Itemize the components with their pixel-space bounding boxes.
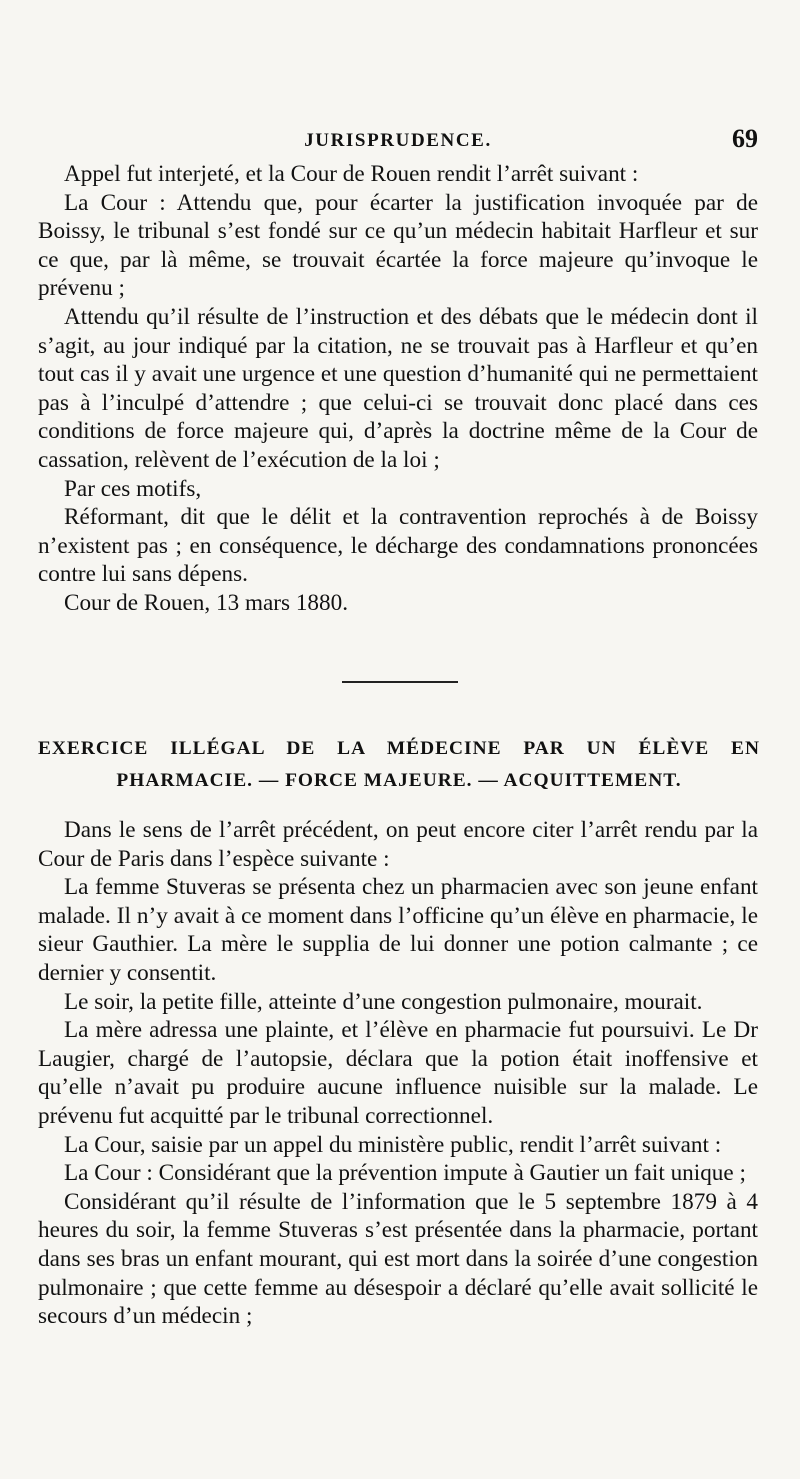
paragraph: La Cour : Attendu que, pour écarter la justification invoquée par de Boissy, le tribunal s’est fondé sur ce qu’un médecin habitait Harfleur et sur ce que, par là même, se trouvait écartée la force majeure qu’invoque le prévenu ;: [38, 189, 758, 302]
paragraph: Appel fut interjeté, et la Cour de Rouen rendit l’arrêt suivant :: [64, 161, 639, 187]
bottom-text-block: [38, 816, 758, 1331]
section-heading-line-1: EXERCICE ILLÉGAL DE LA MÉDECINE PAR UN ÉLÈVE EN: [38, 738, 760, 759]
paragraph: Le soir, la petite fille, atteinte d’une congestion pulmonaire, mourait.: [64, 988, 703, 1015]
section-heading: [38, 733, 760, 797]
paragraph: La Cour, saisie par un appel du ministère public, rendit l’arrêt suivant :: [64, 1131, 722, 1158]
paragraph: La Cour : Considérant que la prévention impute à Gautier un fait unique ;: [64, 1160, 746, 1187]
section-heading-line-2: PHARMACIE. — FORCE MAJEURE. — ACQUITTEMENT.: [116, 770, 682, 791]
paragraph: Cour de Rouen, 13 mars 1880.: [64, 589, 349, 616]
top-text-block: [38, 160, 758, 618]
paragraph: La femme Stuveras se présenta chez un pharmacien avec son jeune enfant malade. Il n’y avait à ce moment dans l’officine qu’un élève en pharmacie, le sieur Gauthier. La mère le supplia de lui donner une potion calmante ; ce dernier y consentit.: [38, 874, 758, 986]
section-divider: [342, 681, 458, 683]
page-number: 69: [732, 124, 758, 153]
running-title: JURISPRUDENCE.: [304, 130, 492, 151]
paragraph: Réformant, dit que le délit et la contravention reprochés à de Boissy n’existent pas ; en conséquence, le décharge des condamnations prononcées contre lui sans dépens.: [38, 504, 758, 588]
paragraph: Dans le sens de l’arrêt précédent, on peut encore citer l’arrêt rendu par la Cour de Paris dans l’espèce suivante :: [38, 817, 758, 872]
paragraph: La mère adressa une plainte, et l’élève en pharmacie fut poursuivi. Le Dr Laugier, chargé de l’autopsie, déclara que la potion était inoffensive et qu’elle n’avait pu produire aucune influence nuisible sur la malade. Le prévenu fut acquitté par le tribunal correctionnel.: [38, 1017, 758, 1129]
paragraph: Considérant qu’il résulte de l’information que le 5 septembre 1879 à 4 heures du soir, la femme Stuveras s’est présentée dans la pharmacie, portant dans ses bras un enfant mourant, qui est mort dans la soirée d’une congestion pulmonaire ; que cette femme au désespoir a déclaré qu’elle avait sollicité le secours d’un médecin ;: [38, 1188, 758, 1330]
page-header: [36, 124, 760, 158]
paragraph: Attendu qu’il résulte de l’instruction et des débats que le médecin dont il s’agit, au jour indiqué par la citation, ne se trouvait pas à Harfleur et qu’en tout cas il y avait une urgence et une question d’humanité qui ne permettaient pas à l’inculpé d’attendre ; que celui-ci se trouvait donc placé dans ces conditions de force majeure qui, d’après la doctrine même de la Cour de cassation, relèvent de l’exécution de la loi ;: [38, 303, 758, 473]
paragraph: Par ces motifs,: [64, 475, 202, 502]
